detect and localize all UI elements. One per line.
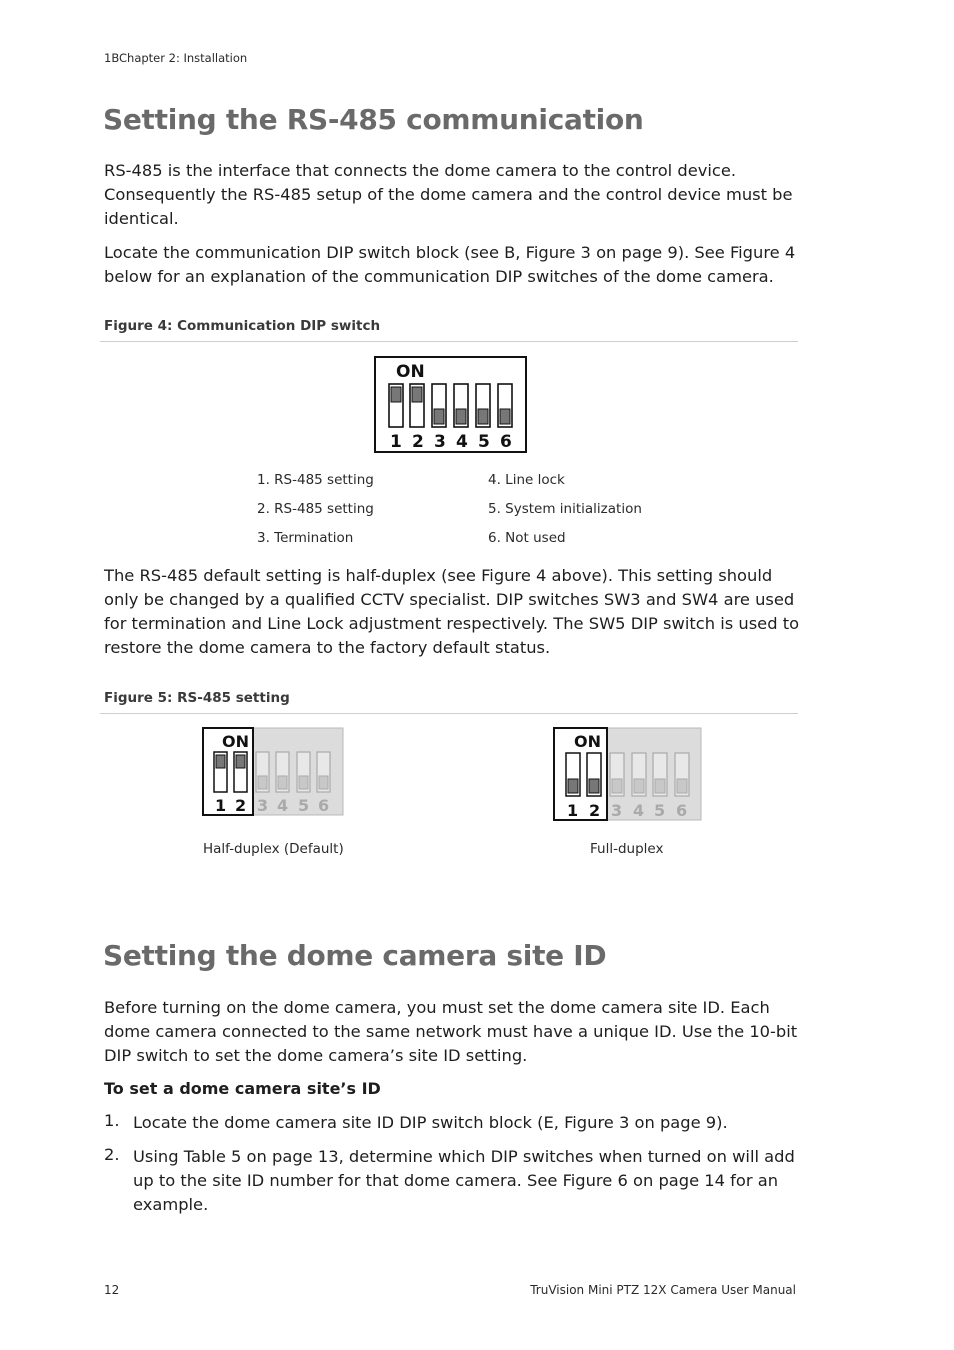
figure5b-num-3: 3: [611, 801, 623, 820]
figure5b-switch-6: [675, 753, 689, 796]
running-head: 1BChapter 2: Installation: [104, 51, 248, 65]
paragraph-default-setting: The RS-485 default setting is half-duplex (see Figure 4 above). This setting should only be changed by a qualified CCTV specialist. DIP switches SW3 and SW4 are used for termination and Line Lock adjustment respectively. The SW5 DIP switch is used to restore the dome camera to the factory default status.: [104, 566, 800, 657]
figure5a-num-4: 4: [277, 796, 289, 815]
figure5a-num-6: 6: [318, 796, 330, 815]
figure5b-num-4: 4: [633, 801, 645, 820]
figure4-rule: [100, 341, 798, 342]
figure4-switch-6: [498, 384, 512, 427]
figure5-right-caption: Full-duplex: [590, 841, 664, 857]
figure5b-on-label: ON: [574, 732, 601, 751]
figure5b-switch-3: [610, 753, 624, 796]
paragraph-rs485-intro: RS-485 is the interface that connects the dome camera to the control device. Consequently the RS-485 setup of the dome camera and the control device must be identical.: [104, 161, 793, 228]
figure4-switch-1: [389, 384, 403, 427]
figure5a-switch-4: [276, 752, 289, 792]
figure4-num-3: 3: [434, 432, 446, 452]
figure5a-switch-3: [256, 752, 269, 792]
page-number: 12: [104, 1283, 120, 1297]
figure5-rule: [100, 713, 798, 714]
figure4-num-4: 4: [456, 432, 468, 452]
legend-item-5: 5. System initialization: [488, 501, 642, 517]
figure4-dip-switch: [374, 356, 527, 454]
legend-item-6: 6. Not used: [488, 530, 566, 546]
section-title-site-id: Setting the dome camera site ID: [103, 939, 607, 972]
figure4-caption: Figure 4: Communication DIP switch: [104, 318, 381, 334]
figure4-num-1: 1: [390, 432, 402, 452]
figure4-switch-4: [454, 384, 468, 427]
figure4-num-6: 6: [500, 432, 512, 452]
figure5a-switch-6: [317, 752, 330, 792]
figure5a-switch-5: [297, 752, 310, 792]
legend-item-4: 4. Line lock: [488, 472, 565, 488]
figure5a-switch-2: [234, 752, 247, 792]
figure5b-num-2: 2: [589, 801, 601, 820]
figure4-switch-3: [432, 384, 446, 427]
figure5b-switch-4: [632, 753, 646, 796]
figure5b-num-5: 5: [654, 801, 666, 820]
step-1-text: Locate the dome camera site ID DIP switch block (E, Figure 3 on page 9).: [133, 1113, 728, 1132]
figure4-on-label: ON: [396, 362, 425, 382]
figure5b-num-6: 6: [676, 801, 688, 820]
figure5-dip-half-duplex: [202, 727, 344, 817]
figure4-switch-2: [410, 384, 424, 427]
figure5a-num-1: 1: [215, 796, 227, 815]
figure5-caption: Figure 5: RS-485 setting: [104, 690, 290, 706]
step-2-number: 2.: [104, 1145, 120, 1164]
figure5a-switch-1: [214, 752, 227, 792]
legend-item-1: 1. RS-485 setting: [257, 472, 374, 488]
figure5b-switch-2: [587, 753, 601, 796]
figure5b-switch-1: [566, 753, 580, 796]
figure5b-switch-5: [653, 753, 667, 796]
step-2-text: Using Table 5 on page 13, determine which DIP switches when turned on will add up to the site ID number for that dome camera. See Figure 6 on page 14 for an example.: [133, 1147, 795, 1214]
figure5b-num-1: 1: [567, 801, 579, 820]
figure5a-num-3: 3: [257, 796, 269, 815]
procedure-title: To set a dome camera site’s ID: [104, 1079, 381, 1098]
figure4-num-5: 5: [478, 432, 490, 452]
legend-item-3: 3. Termination: [257, 530, 354, 546]
paragraph-site-id-intro: Before turning on the dome camera, you must set the dome camera site ID. Each dome camera connected to the same network must have a unique ID. Use the 10-bit DIP switch to set the dome camera’s site ID setting.: [104, 998, 798, 1065]
paragraph-locate-dip: Locate the communication DIP switch block (see B, Figure 3 on page 9). See Figure 4 below for an explanation of the communication DIP switches of the dome camera.: [104, 243, 796, 286]
figure5a-on-label: ON: [222, 732, 249, 751]
figure5a-num-5: 5: [298, 796, 310, 815]
figure4-num-2: 2: [412, 432, 424, 452]
legend-item-2: 2. RS-485 setting: [257, 501, 374, 517]
figure5-dip-full-duplex: [553, 727, 702, 822]
manual-title: TruVision Mini PTZ 12X Camera User Manual: [530, 1283, 796, 1297]
figure5-left-caption: Half-duplex (Default): [203, 841, 344, 857]
section-title-rs485: Setting the RS-485 communication: [103, 103, 644, 136]
step-1-number: 1.: [104, 1111, 120, 1130]
figure5a-num-2: 2: [235, 796, 247, 815]
figure4-switch-5: [476, 384, 490, 427]
